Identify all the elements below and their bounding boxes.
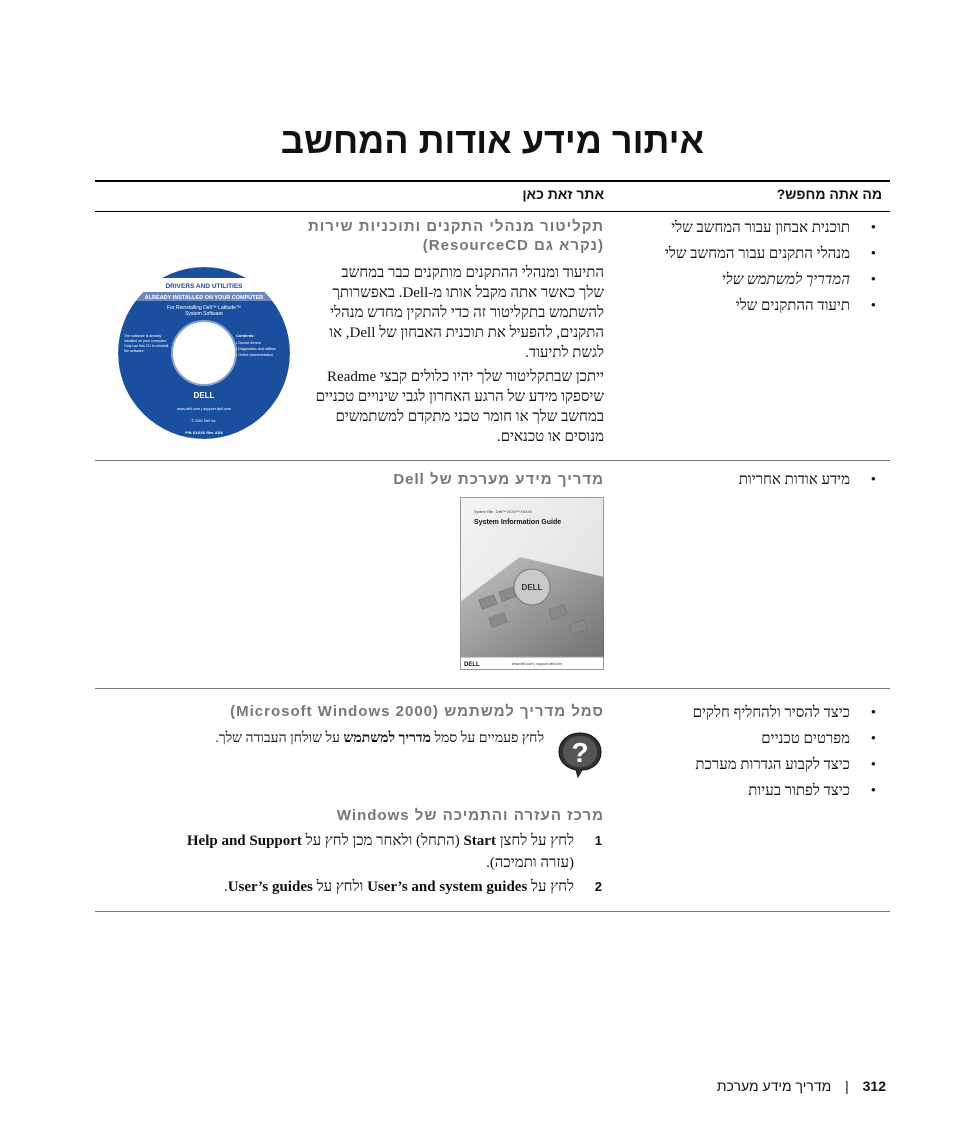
- book-title: System Information Guide: [474, 519, 562, 526]
- step-2-line1: לחץ על User’s and system guides ולחץ על User’s guides.: [223, 879, 574, 895]
- list-item: • מידע אודות אחריות: [738, 472, 876, 488]
- section2-heading: מדריך מידע מערכת של Dell: [393, 471, 604, 488]
- question-mark-glyph: ?: [571, 737, 589, 768]
- footer-text: מדריך מידע מערכת: [716, 1078, 832, 1094]
- section3-description: לחץ פעמיים על סמל מדריך למשתמש על שולחן העבודה שלך.: [215, 731, 544, 746]
- text-line: מנוסים או טכנאים.: [496, 429, 604, 445]
- cd-sub1-text: For Reinstalling Dell™ Latitude™: [167, 305, 241, 311]
- section1-paragraph1: [304, 263, 604, 363]
- section3-bullet-list: [612, 703, 882, 807]
- section1-bullet-list: [612, 218, 882, 322]
- step-1: [134, 830, 602, 874]
- cd-left-text: The software is already installed on your computer. Only use this CD to reinstall the software.: [124, 334, 169, 353]
- section1-paragraph2: [284, 367, 604, 447]
- text-line: התקנים, להפעיל את תוכנית האבחון של Dell, או: [329, 325, 604, 341]
- section1-rule: [95, 460, 890, 461]
- page-footer: [586, 1078, 886, 1094]
- text-line: שלך כאשר אתה מקבל אותו מ-Dell. באפשרותך: [332, 285, 604, 301]
- cd-copyright-text: © 2004 Dell Inc.: [191, 419, 217, 423]
- cd-contents-item: • Diagnostics and utilities: [236, 347, 276, 351]
- section1-heading: [204, 217, 604, 255]
- page-number: 312: [862, 1078, 886, 1094]
- bullet-icon: •: [870, 272, 876, 288]
- dell-logo: DELL: [193, 391, 215, 400]
- step-1-line2: (עזרה ותמיכה).: [486, 855, 574, 871]
- list-item: • מנהלי התקנים עבור המחשב שלי: [664, 246, 876, 262]
- section2-rule: [95, 688, 890, 689]
- table-top-rule: [95, 180, 890, 182]
- text-line: לגשת לתיעוד.: [525, 345, 604, 361]
- user-guide-help-icon: [556, 730, 604, 780]
- list-item: • המדריך למשתמש שלי: [721, 272, 876, 288]
- list-item: • תוכנית אבחון עבור המחשב שלי: [671, 220, 876, 236]
- section2-bullet-list: [612, 470, 882, 496]
- text-line: ייתכן שבתקליטור שלך יהיו כלולים קבצי Readme: [327, 369, 604, 385]
- bullet-icon: •: [870, 298, 876, 314]
- bullet-icon: •: [870, 783, 876, 799]
- cd-contents-item: • Online documentation: [236, 353, 274, 357]
- bullet-icon: •: [870, 731, 876, 747]
- page-title: איתור מידע אודות המחשב: [280, 120, 705, 161]
- bullet-icon: •: [870, 246, 876, 262]
- bullet-icon: •: [870, 757, 876, 773]
- text-line: להשתמש בתקליטור זה כדי להתקין מחדש מנהלי: [330, 305, 604, 321]
- bullet-icon: •: [870, 220, 876, 236]
- book-center-logo: DELL: [521, 583, 543, 592]
- list-item: • כיצד לפתור בעיות: [748, 783, 876, 799]
- table-bottom-rule: [95, 911, 890, 912]
- section1-heading-line2: (נקרא גם ResourceCD): [422, 237, 604, 254]
- book-topline: System Title - Dell™ XXXX™ XXXXX: [474, 510, 533, 514]
- list-item: • כיצד להסיר ולהחליף חלקים: [692, 705, 876, 721]
- cd-sub2-text: System Software: [185, 311, 223, 317]
- header-rule: [95, 211, 890, 212]
- section1-heading-line1: תקליטור מנהלי התקנים ותוכניות שירות: [308, 218, 604, 235]
- cd-contents-item: • Device drivers: [236, 341, 262, 345]
- cd-band2-text: ALREADY INSTALLED ON YOUR COMPUTER: [144, 295, 264, 301]
- step-number: 2: [594, 879, 602, 894]
- system-information-guide-cover: [460, 497, 604, 670]
- step-2: [134, 876, 602, 898]
- text-line: שיספקו מידע של הרגע האחרון לגבי שינויים טכניים: [315, 389, 604, 405]
- drivers-utilities-cd-image: [118, 264, 290, 442]
- step-number: 1: [594, 833, 602, 848]
- cd-url-text: www.dell.com | support.dell.com: [176, 407, 232, 411]
- cd-partno-text: P/N XXXXX Rev. AXX: [185, 431, 223, 435]
- list-item: • כיצד לקבוע הגדרות מערכת: [695, 757, 876, 773]
- cd-contents-title: Contents:: [236, 333, 255, 338]
- bullet-icon: •: [870, 472, 876, 488]
- step-1-line1: לחץ על לחצן Start (התחל) ולאחר מכן לחץ על Help and Support: [186, 833, 574, 849]
- list-item: • מפרטים טכניים: [761, 731, 876, 747]
- list-item: • תיעוד ההתקנים שלי: [735, 298, 876, 314]
- section3-heading: סמל מדריך למשתמש (Microsoft Windows 2000): [230, 703, 604, 720]
- column-header-need: מה אתה מחפש?: [776, 186, 882, 202]
- book-bottom-url: www.dell.com | support.dell.com: [512, 662, 562, 666]
- book-dell-logo: DELL: [464, 662, 480, 668]
- footer-separator: |: [845, 1078, 849, 1094]
- bullet-icon: •: [870, 705, 876, 721]
- column-header-find: אתר זאת כאן: [522, 186, 604, 202]
- text-line: במחשב שלך או חומר טכני מתקדם למשתמשים: [335, 409, 604, 425]
- text-line: התיעוד ומנהלי ההתקנים מותקנים כבר במחשב: [341, 265, 604, 281]
- cd-band1-text: DRIVERS AND UTILITIES: [165, 283, 243, 290]
- section3-heading2: מרכז העזרה והתמיכה של Windows: [336, 807, 604, 824]
